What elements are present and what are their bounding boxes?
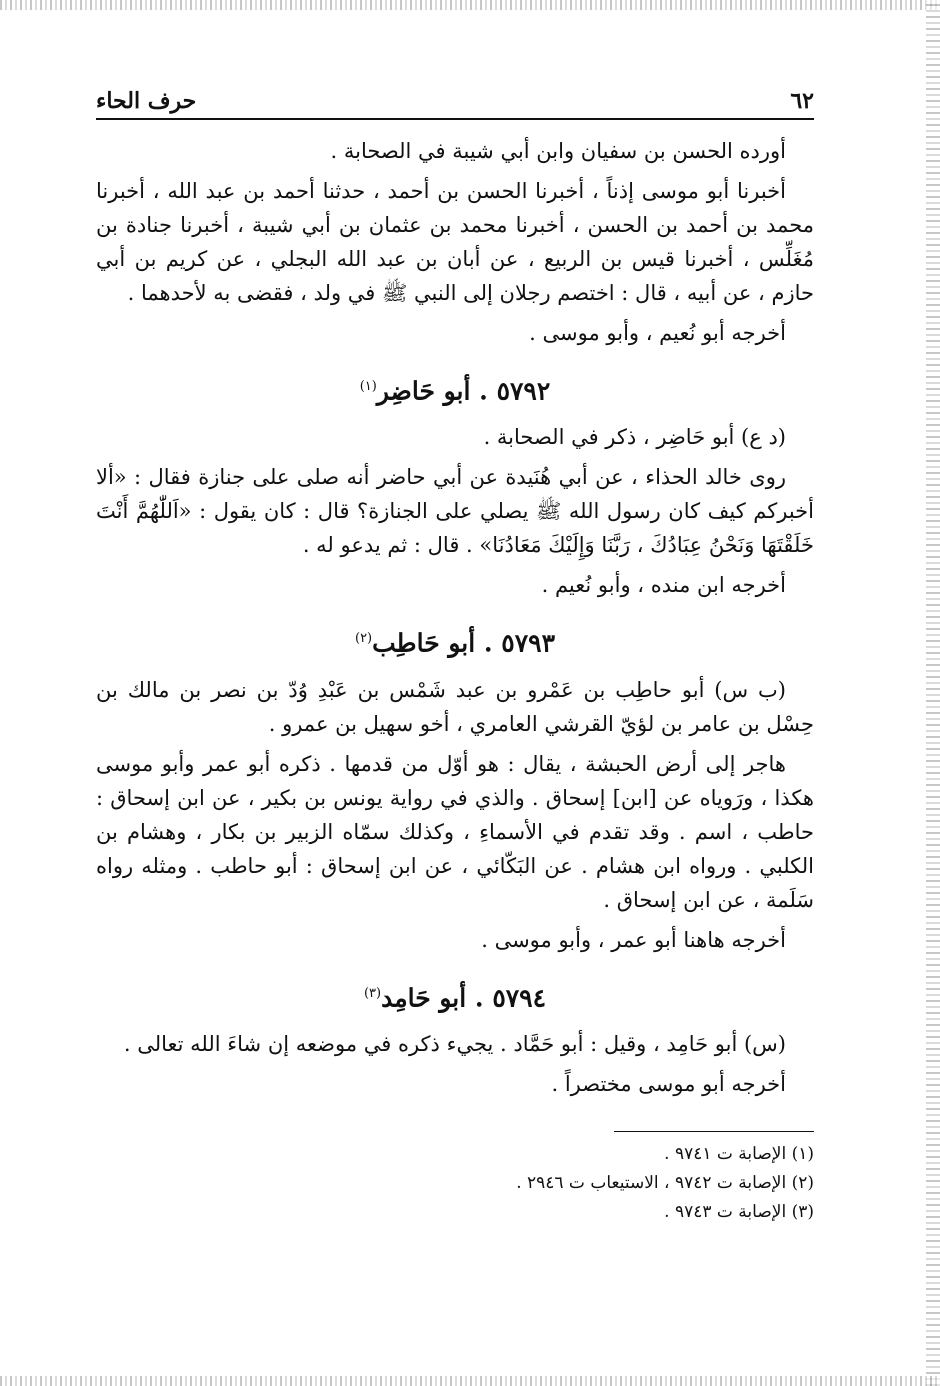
entry-paragraph: أخرجه أبو موسى مختصراً .: [551, 1071, 786, 1096]
decorative-border-right: [926, 0, 940, 1386]
intro-paragraph-3: أخرجه أبو نُعيم ، وأبو موسى .: [529, 321, 786, 345]
entry-paragraph: أخرجه هاهنا أبو عمر ، وأبو موسى .: [481, 927, 786, 952]
footnote-3: (٣) الإصابة ت ٩٧٤٣ .: [664, 1201, 814, 1222]
entry-name: أبو حَاضِر: [376, 376, 471, 406]
entry-name: أبو حَاطِب: [372, 628, 476, 658]
entry-paragraph: (ب س) أبو حاطِب بن عَمْرو بن عبد شَمْس بن عَبْدِ وُدّ بن نصر بن مالك بن حِسْل بن عامر بن لؤيّ القرشي العامري ، أخو سهيل بن عمرو .: [96, 677, 814, 736]
entry-number: ٥٧٩٤: [492, 982, 547, 1012]
footnote-marker: (٣): [363, 985, 382, 1001]
entry-paragraph: (د ع) أبو حَاضِر ، ذكر في الصحابة .: [483, 425, 786, 450]
book-page: [96, 88, 814, 1227]
entry-title-5794: ٥٧٩٤ . أبو حَامِد$^{(٣)}$: [363, 982, 547, 1012]
footnote-marker: (١): [359, 379, 377, 394]
entry-paragraph: روى خالد الحذاء ، عن أبي هُنَيدة عن أبي حاضر أنه صلى على جنازة فقال : «ألا أخبركم كيف كان رسول الله ﷺ يصلي على الجنازة؟ قال : كان يقول : «اَللّٰهُمَّ أَنْتَ خَلَقْتَهَا وَنَحْنُ عِبَادُكَ ، رَبَّنَا وَإِلَيْكَ مَعَادُنَا» . قال : ثم يدعو له .: [96, 465, 814, 558]
decorative-border-top: [0, 0, 940, 10]
footnote-2: (٢) الإصابة ت ٩٧٤٢ ، الاستيعاب ت ٢٩٤٦ .: [516, 1172, 814, 1193]
entry-number: ٥٧٩٣: [501, 628, 556, 658]
intro-paragraph-2: أخبرنا أبو موسى إذناً ، أخبرنا الحسن بن أحمد ، حدثنا أحمد بن عبد الله ، أخبرنا محمد بن أحمد بن الحسن ، أخبرنا محمد بن عثمان بن أبي شيبة ، أخبرنا جنادة بن مُغَلِّس ، أخبرنا قيس بن الربيع ، عن أبان بن عبد الله البجلي ، عن كريم بن أبي حازم ، عن أبيه ، قال : اختصم رجلان إلى النبي ﷺ في ولد ، فقضى به لأحدهما .: [96, 179, 814, 305]
entry-number: ٥٧٩٢: [496, 376, 551, 406]
footnote-marker: (٢): [354, 631, 373, 647]
entry-name: أبو حَامِد: [381, 982, 467, 1012]
entry-title-5792: ٥٧٩٢ . أبو حَاضِر$^{(١)}$: [359, 376, 551, 406]
running-header: [96, 88, 814, 120]
entry-paragraph: هاجر إلى أرض الحبشة ، يقال : هو أوّل من قدمها . ذكره أبو عمر وأبو موسى هكذا ، ورَوياه عن [ابن] إسحاق . والذي في رواية يونس بن بكير ، عن ابن إسحاق : حاطب ، اسم . وقد تقدم في الأسماءِ ، وكذلك سمّاه الزبير بن بكار ، وهشام بن الكلبي . ورواه ابن هشام . عن البَكّائي ، عن ابن إسحاق : أبو حاطب . ومثله رواه سَلَمة ، عن ابن إسحاق .: [96, 751, 814, 912]
footnote-divider: [614, 1131, 814, 1132]
page-number: ٦٢: [790, 88, 814, 114]
footnote-1: (١) الإصابة ت ٩٧٤١ .: [664, 1143, 814, 1164]
entry-paragraph: (س) أبو حَامِد ، وقيل : أبو حَمَّاد . يجيء ذكره في موضعه إن شاءَ الله تعالى .: [123, 1031, 786, 1056]
section-title: حرف الحاء: [96, 88, 197, 114]
entry-title-5793: ٥٧٩٣ . أبو حَاطِب$^{(٢)}$: [354, 628, 556, 658]
entry-paragraph: أخرجه ابن منده ، وأبو نُعيم .: [541, 573, 786, 598]
intro-paragraph-1: أورده الحسن بن سفيان وابن أبي شيبة في الصحابة .: [330, 139, 786, 163]
decorative-border-bottom: [0, 1376, 940, 1386]
